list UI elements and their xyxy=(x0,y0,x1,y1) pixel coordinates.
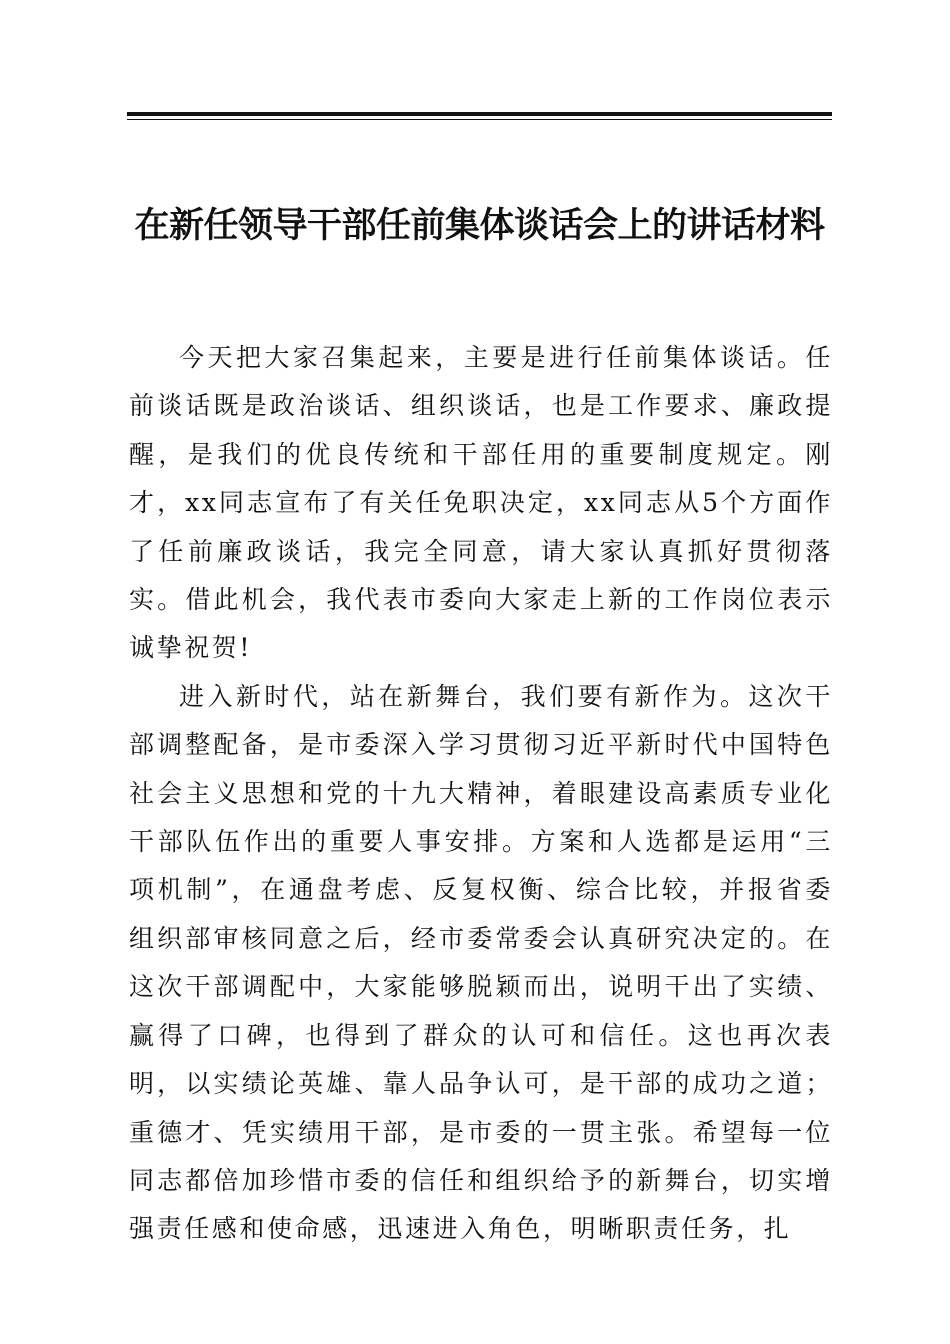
document-title: 在新任领导干部任前集体谈话会上的讲话材料 xyxy=(134,206,825,246)
paragraph-2: 进入新时代，站在新舞台，我们要有新作为。这次干部调整配备，是市委深入学习贯彻习近平新时代中国特色社会主义思想和党的十九大精神，着眼建设高素质专业化干部队伍作出的重要人事安排。方案和人选都是运用“三项机制”，在通盘考虑、反复权衡、综合比较，并报省委组织部审核同意之后，经市委常委会认真研究决定的。在这次干部调配中，大家能够脱颖而出，说明干出了实绩、赢得了口碑，也得到了群众的认可和信任。这也再次表明，以实绩论英雄、靠人品争认可，是干部的成功之道；重德才、凭实绩用干部，是市委的一贯主张。希望每一位同志都倍加珍惜市委的信任和组织给予的新舞台，切实增强责任感和使命感，迅速进入角色，明晰职责任务，扎 xyxy=(129,681,833,1244)
header-rule-thick xyxy=(127,112,832,116)
header-rule-thin xyxy=(127,119,832,120)
document-body xyxy=(129,334,833,1254)
paragraph-1: 今天把大家召集起来，主要是进行任前集体谈话。任前谈话既是政治谈话、组织谈话，也是工作要求、廉政提醒，是我们的优良传统和干部任用的重要制度规定。刚才，xx同志宣布了有关任免职决定，xx同志从5个方面作了任前廉政谈话，我完全同意，请大家认真抓好贯彻落实。借此机会，我代表市委向大家走上新的工作岗位表示诚挚祝贺! xyxy=(129,343,833,663)
